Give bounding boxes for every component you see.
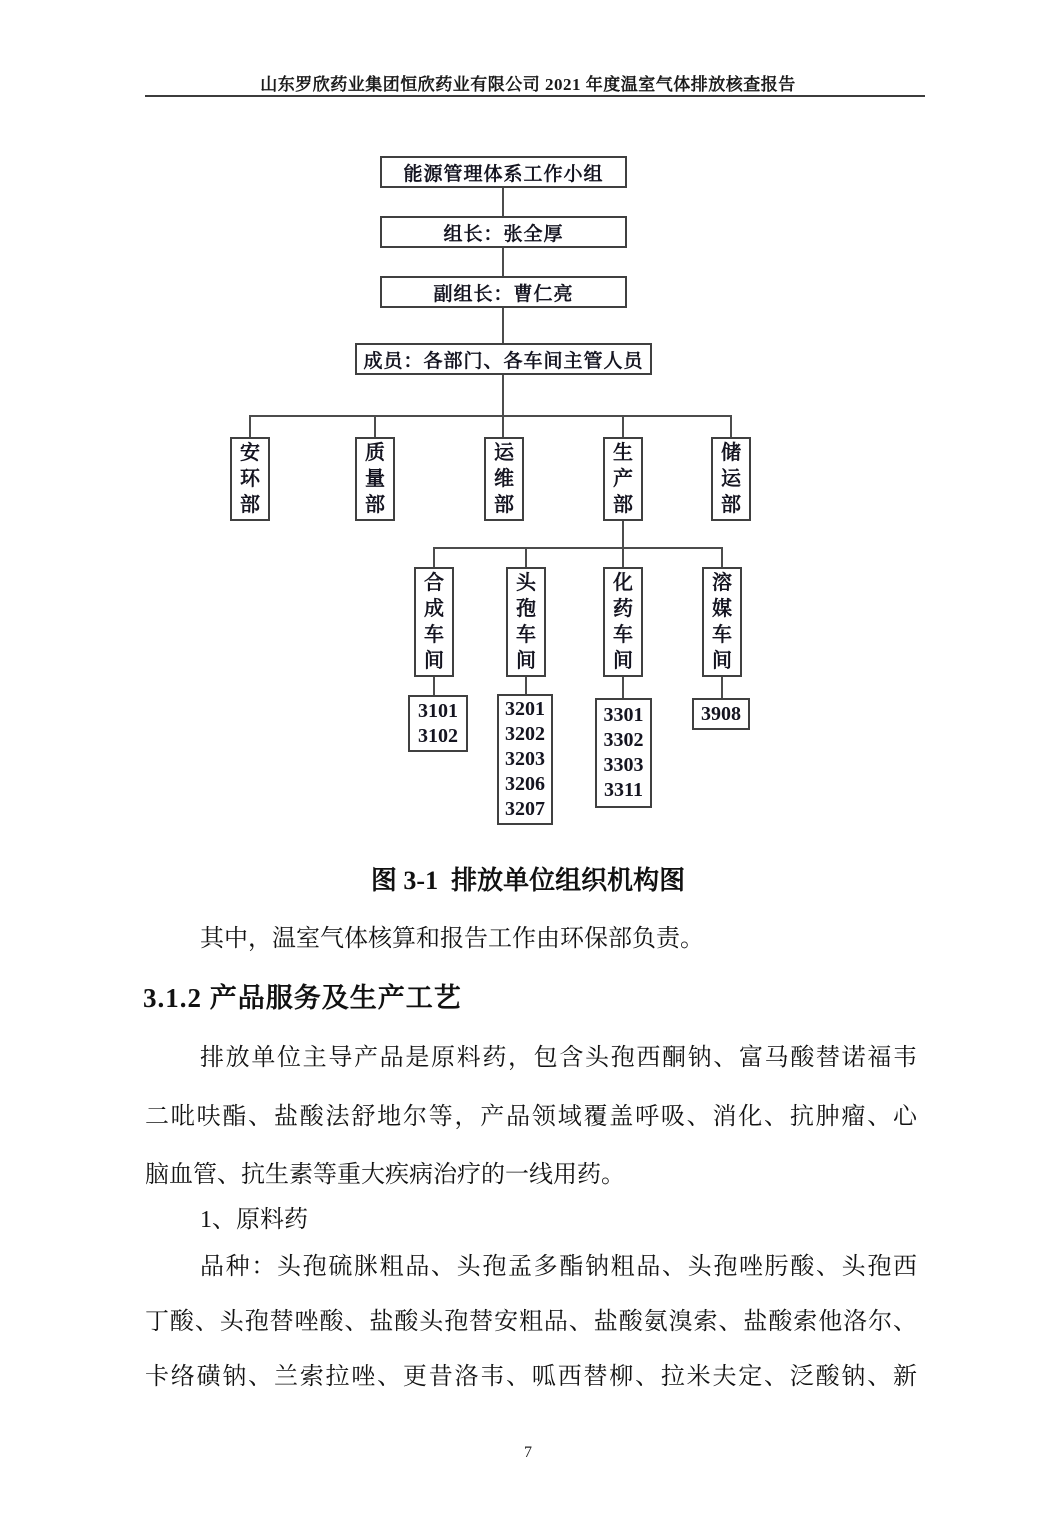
workshop-code: 3203 [505,748,545,770]
paragraph-products-line-3: 脑血管、抗生素等重大疾病治疗的一线用药。 [145,1162,625,1188]
workshop-code: 3206 [505,773,545,795]
org-box-workshop-cephalosporin [506,567,546,677]
org-box-label: 安环部 [240,442,260,516]
connector-line [622,521,624,548]
org-box-label: 质量部 [365,442,385,516]
workshop-code: 3207 [505,798,545,820]
workshop-code: 3101 [418,699,458,722]
connector-line [502,248,504,276]
org-box-leader [380,216,627,248]
header-divider [145,95,925,97]
connector-line [622,677,624,698]
org-box-label: 组长：张全厚 [443,223,564,245]
org-box-label: 头孢车间 [516,572,536,672]
org-box-dept-storage-transport [711,437,751,521]
org-box-label: 生产部 [613,442,633,516]
connector-line [433,677,435,695]
org-box-members [355,343,652,375]
paragraph-varieties-line-1: 品种：头孢硫脒粗品、头孢孟多酯钠粗品、头孢唑肟酸、头孢西 [200,1254,917,1280]
org-box-codes-solvent [692,698,750,730]
connector-line [622,415,624,437]
org-box-label: 运维部 [494,442,514,516]
connector-line [525,547,527,567]
org-box-label: 储运部 [721,442,741,516]
workshop-code: 3908 [701,702,741,725]
org-box-dept-production [603,437,643,521]
page-header-title: 山东罗欣药业集团恒欣药业有限公司 2021 年度温室气体排放核查报告 [260,75,796,94]
paragraph-products-line-1: 排放单位主导产品是原料药，包含头孢西酮钠、富马酸替诺福韦 [200,1045,917,1071]
connector-line [249,415,732,417]
figure-caption: 图 3-1 排放单位组织机构图 [370,866,686,895]
connector-line [525,677,527,694]
workshop-code: 3201 [505,698,545,720]
page-number: 7 [524,1444,532,1461]
connector-line [502,308,504,343]
org-box-dept-quality [355,437,395,521]
org-box-label: 副组长：曹仁亮 [433,283,574,305]
connector-line [502,188,504,216]
org-box-workshop-synthesis [414,567,454,677]
org-box-workshop-solvent [702,567,742,677]
workshop-code: 3202 [505,723,545,745]
workshop-code: 3102 [418,724,458,747]
connector-line [721,677,723,698]
connector-line [721,547,723,567]
org-box-codes-chemical [595,698,652,808]
connector-line [730,415,732,437]
connector-line [622,547,624,567]
list-item-raw-materials: 1、原料药 [200,1207,308,1233]
org-box-dept-operations [484,437,524,521]
connector-line [249,415,251,437]
org-box-label: 能源管理体系工作小组 [403,163,604,185]
paragraph-varieties-line-2: 丁酸、头孢替唑酸、盐酸头孢替安粗品、盐酸氨溴索、盐酸索他洛尔、 [145,1309,917,1335]
connector-line [433,547,435,567]
org-box-deputy-leader [380,276,627,308]
section-heading-312: 3.1.2 产品服务及生产工艺 [143,983,462,1013]
org-box-label: 成员：各部门、各车间主管人员 [363,350,644,372]
connector-line [433,547,723,549]
org-box-label: 化药车间 [613,572,633,672]
workshop-code: 3303 [603,754,644,776]
paragraph-products-line-2: 二吡呋酯、盐酸法舒地尔等，产品领域覆盖呼吸、消化、抗肿瘤、心 [145,1104,917,1130]
connector-line [374,415,376,437]
paragraph-responsibility: 其中，温室气体核算和报告工作由环保部负责。 [200,926,704,952]
org-box-workshop-chemical [603,567,643,677]
org-box-dept-safety-env [230,437,270,521]
org-box-codes-cephalosporin [497,694,553,825]
workshop-code: 3311 [604,779,643,801]
org-box-working-group [380,156,627,188]
workshop-code: 3301 [603,704,644,726]
paragraph-varieties-line-3: 卡络磺钠、兰索拉唑、更昔洛韦、呱西替柳、拉米夫定、泛酸钠、新 [145,1364,917,1390]
connector-line [502,375,504,437]
workshop-code: 3302 [603,729,644,751]
org-box-label: 合成车间 [424,572,444,672]
org-box-label: 溶媒车间 [712,572,732,672]
org-box-codes-synthesis [408,695,468,752]
